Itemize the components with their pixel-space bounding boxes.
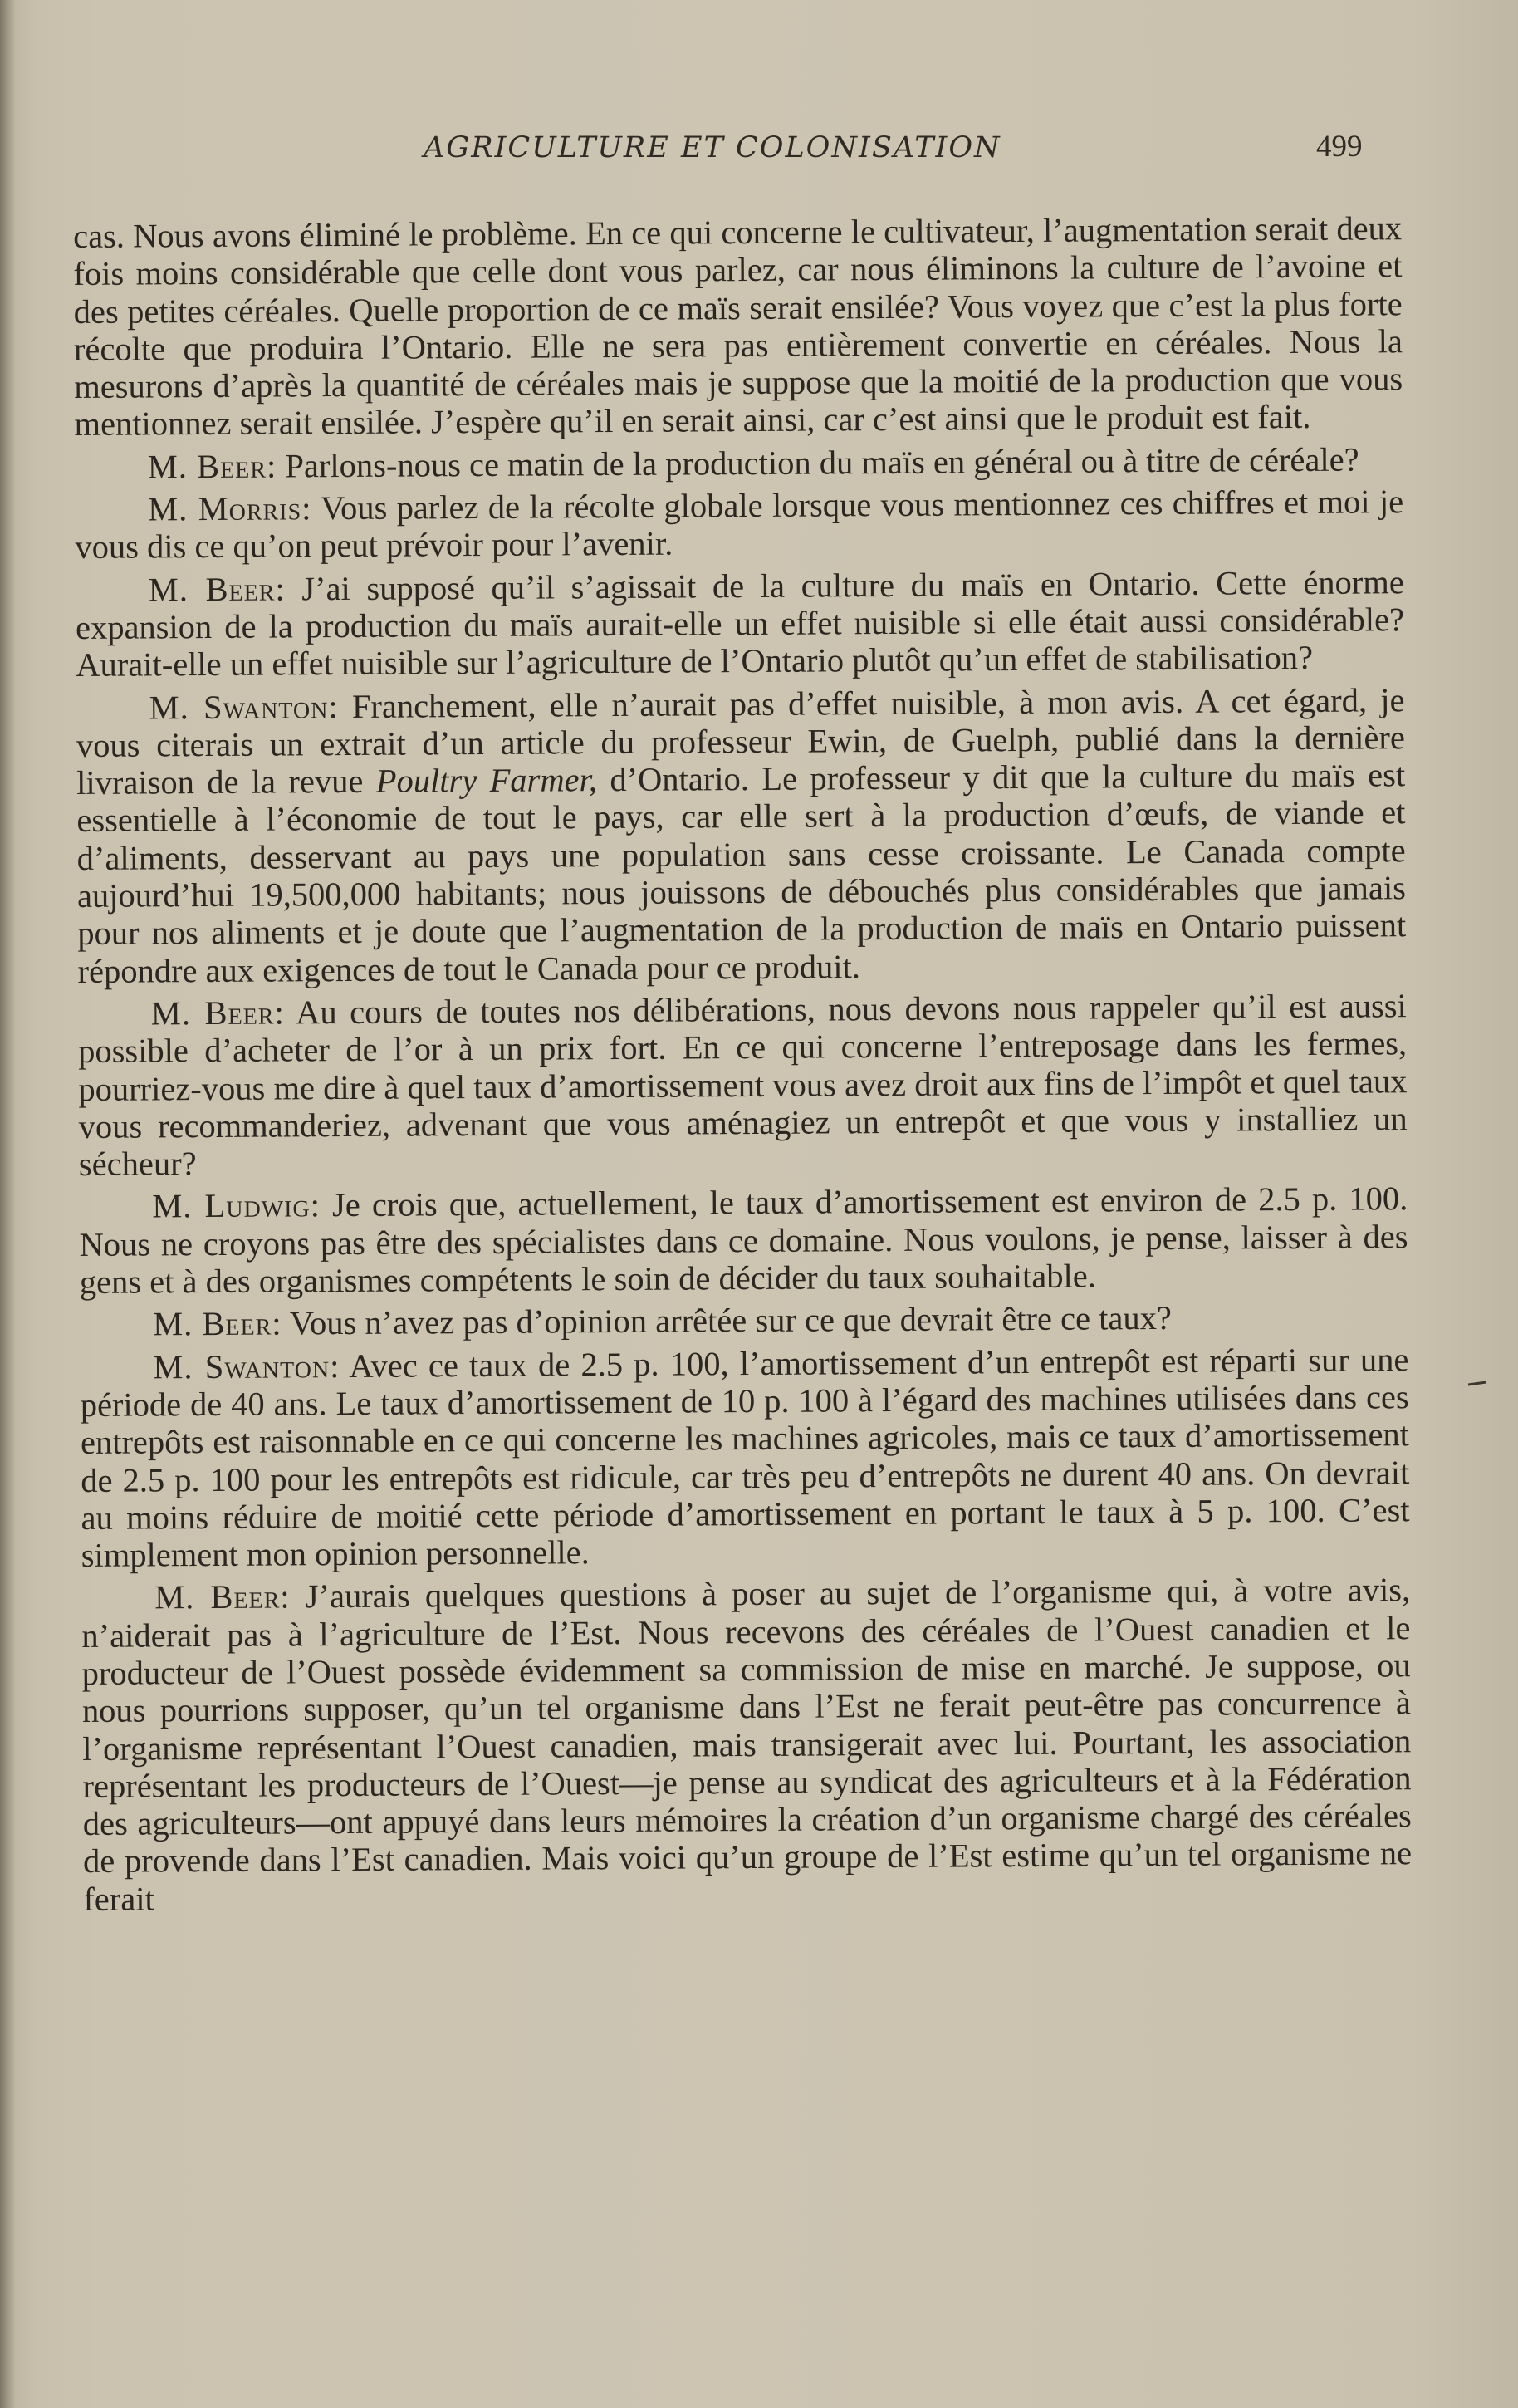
speech-text: Je crois que, actuellement, le taux d’amortissement est environ de 2.5 p. 100. Nous ne croyons pas être des spécialistes dans ce domaine. Nous voulons, je pense, laisser à des gens et à des organismes compétents le soin de décider du taux souhaitable. [79, 1179, 1408, 1301]
paragraph-speech [80, 1341, 1410, 1575]
paragraph-speech [76, 681, 1406, 990]
speaker-name: M. Morris: [148, 489, 312, 528]
paragraph-speech [75, 483, 1404, 566]
speech-text: Vous n’avez pas d’opinion arrêtée sur ce que devrait être ce taux? [289, 1299, 1173, 1342]
speaker-name: M. Beer: [150, 993, 285, 1032]
paragraph-speech [81, 1572, 1412, 1918]
speech-text: Au cours de toutes nos délibérations, nous devons nous rappeler qu’il est aussi possible d’acheter de l’or à un prix fort. En ce qui concerne l’entreposage dans les fermes, pourriez-vous me dire à quel taux d’amortissement vous avez droit aux fins de l’impôt et quel taux vous recommanderiez, advenant que vous aménagiez un entrepôt et que vous y installiez un sécheur? [77, 987, 1408, 1184]
paragraph-speech [79, 1180, 1408, 1302]
paragraph-continuation: cas. Nous avons éliminé le problème. En ce qui concerne le cultivateur, l’augmentation serait deux fois moins considérable que celle dont vous parlez, car nous éliminons la culture de l’avoine et des petites céréales. Quelle proportion de ce maïs serait ensilée? Vous voyez que c’est la plus forte récolte que produira l’Ontario. Elle ne sera pas entièrement convertie en céréales. Nous la mesurons d’après la quantité de céréales mais je suppose que la moitié de la production que vous mentionnez serait ensilée. J’espère qu’il en serait ainsi, car c’est ainsi que le produit est fait. [73, 209, 1403, 444]
margin-pencil-mark [1468, 1381, 1486, 1385]
speech-text: d’Ontario. Le professeur y dit que la culture du maïs est essentielle à l’économie de tout le pays, car elle sert à la production d’œufs, de viande et d’aliments, desservant au pays une population sans cesse croissante. Le Canada compte aujourd’hui 19,500,000 habitants; nous jouissons de débouchés plus considérables que jamais pour nos aliments et je doute que l’augmentation de la production de maïs en Ontario puissent répondre aux exigences de tout le Canada pour ce produit. [76, 756, 1407, 990]
book-spine-shadow [0, 0, 15, 2408]
speech-text: Franchement, elle n’aurait pas d’effet nuisible, à mon avis. A cet égard, je vous citerais un extrait d’un article du professeur Ewin, de Guelph, publié dans la dernière livraison de la revue [76, 680, 1405, 802]
journal-title: Poultry Farmer, [375, 761, 598, 800]
paragraph-speech [78, 987, 1408, 1183]
body-text [73, 209, 1413, 1923]
speech-text: Avec ce taux de 2.5 p. 100, l’amortissement d’un entrepôt est réparti sur une période de 40 ans. Le taux d’amortissement de 10 p. 100 à l’égard des machines utilisées dans ces entrepôts est raisonnable en ce qui concerne les machines agricoles, mais ce taux d’amortissement de 2.5 p. 100 pour les entrepôts est ridicule, car très peu d’entrepôts ne durent 40 ans. On devrait au moins réduire de moitié cette période d’amortissement en portant le taux à 5 p. 100. C’est simplement mon opinion personnelle. [80, 1340, 1410, 1575]
paragraph-speech [75, 440, 1403, 486]
speech-text: J’aurais quelques questions à poser au sujet de l’organisme qui, à votre avis, n’aiderait pas à l’agriculture de l’Est. Nous recevons des céréales de l’Ouest canadien et le producteur de l’Ouest possède évidemment sa commission de mise en marché. Je suppose, ou nous pourrions supposer, qu’un tel organisme dans l’Est ne ferait peut-être pas concurrence à l’organisme représentant l’Ouest canadien, mais transigerait avec lui. Pourtant, les association représentant les producteurs de l’Ouest—je pense au syndicat des agriculteurs et à la Fédération des agriculteurs—ont appuyé dans leurs mémoires la création d’un organisme chargé des céréales de provende dans l’Est canadien. Mais voici qu’un groupe de l’Est estime qu’un tel organisme ne ferait [81, 1571, 1413, 1918]
paragraph-speech [80, 1298, 1408, 1344]
speech-text: J’ai supposé qu’il s’agissait de la culture du maïs en Ontario. Cette énorme expansion de la production du maïs aurait-elle un effet nuisible si elle était aussi considérable? Aurait-elle un effet nuisible sur l’agriculture de l’Ontario plutôt qu’un effet de stabilisation? [75, 562, 1405, 684]
speaker-name: M. Beer: [153, 1304, 282, 1343]
speaker-name: M. Beer: [154, 1577, 291, 1616]
running-title: AGRICULTURE ET COLONISATION [424, 131, 1001, 164]
paragraph-speech [76, 563, 1405, 684]
page-number: 499 [1316, 130, 1363, 164]
speech-text: Parlons-nous ce matin de la production du maïs en général ou à titre de céréale? [285, 440, 1359, 485]
speaker-name: M. Swanton: [149, 687, 339, 727]
speech-text: Vous parlez de la récolte globale lorsque vous mentionnez ces chiffres et moi je vous dis ce qu’on peut prévoir pour l’avenir. [75, 483, 1404, 566]
speaker-name: M. Beer: [147, 447, 277, 486]
speaker-name: M. Beer: [148, 570, 286, 609]
speaker-name: M. Swanton: [153, 1346, 340, 1386]
speaker-name: M. Ludwig: [152, 1186, 321, 1225]
